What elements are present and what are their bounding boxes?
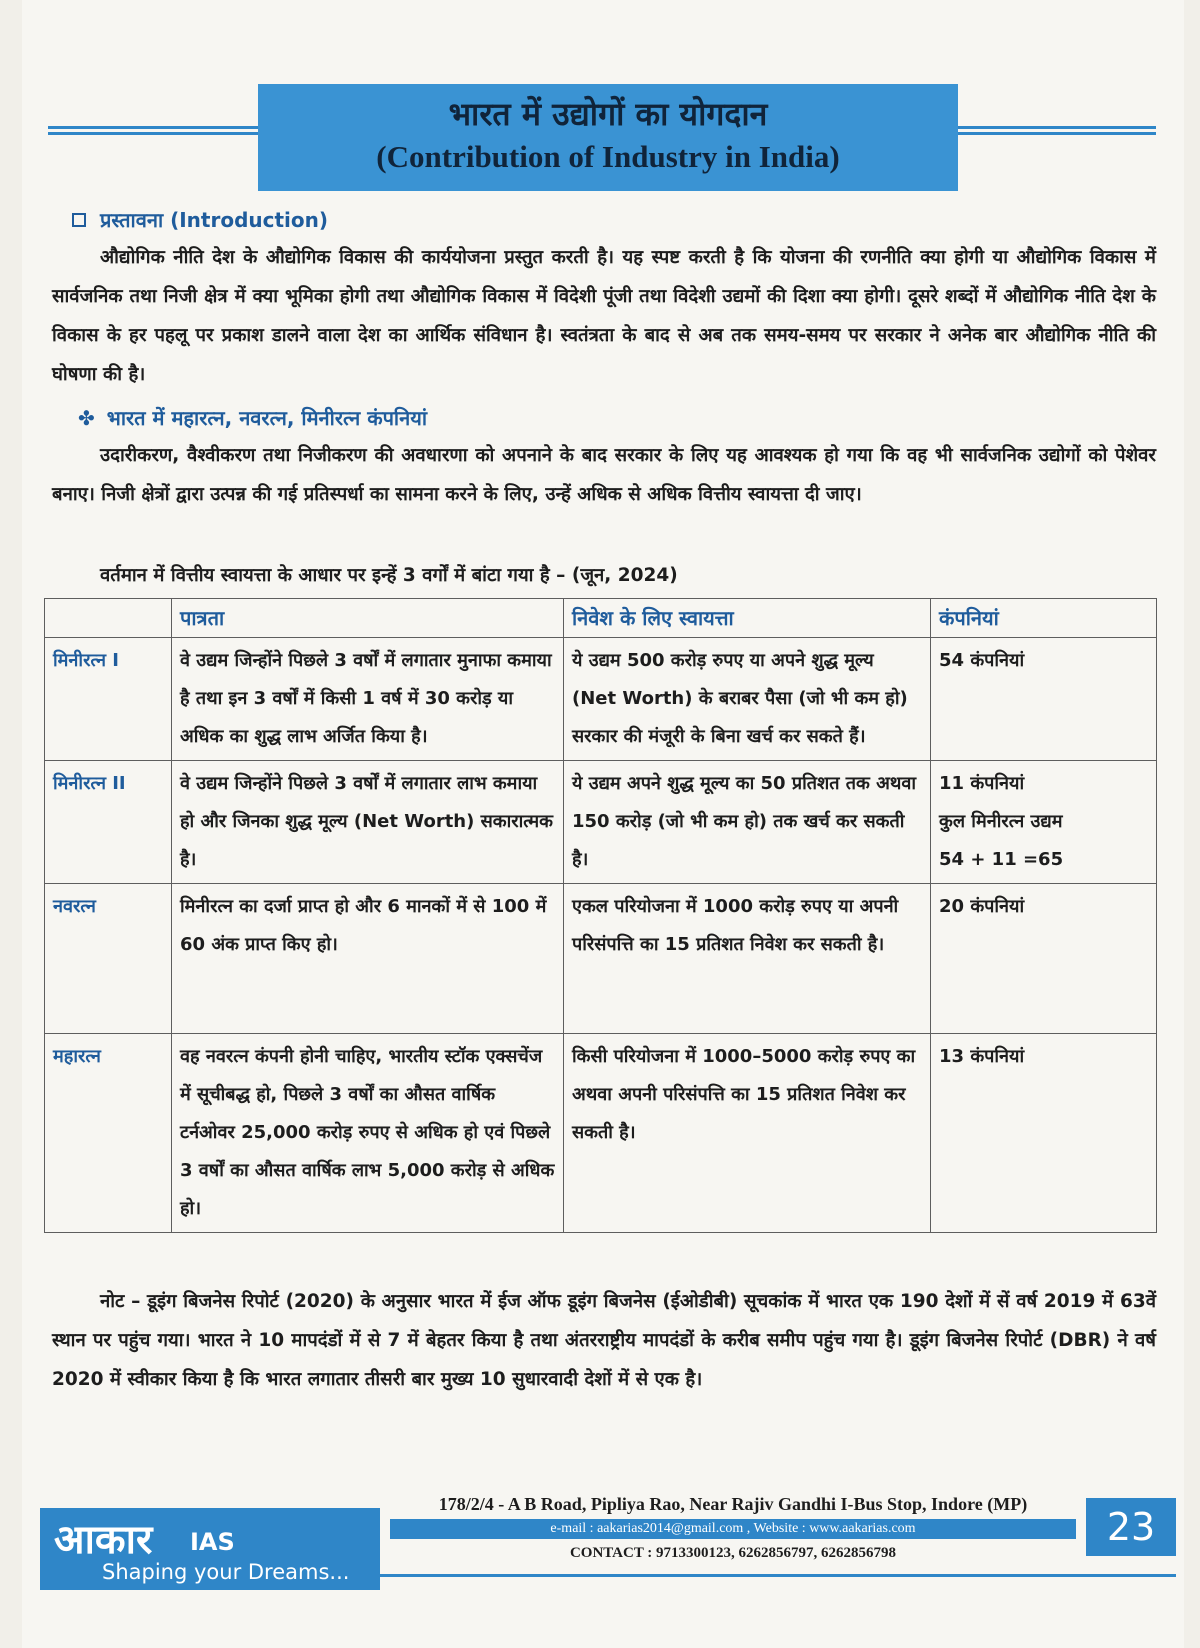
table-header-row xyxy=(45,599,1157,638)
table-row xyxy=(45,884,1157,1034)
table-header-eligibility: पात्रता xyxy=(172,599,564,638)
brand-tagline: Shaping your Dreams... xyxy=(102,1560,350,1584)
row-category: मिनीरत्न I xyxy=(45,638,172,761)
row-eligibility: वे उद्यम जिन्होंने पिछले 3 वर्षों में लगातार लाभ कमाया हो और जिनका शुद्ध मूल्य (Net Worth) सकारात्मक है। xyxy=(172,761,564,884)
diamond-bullet-icon: ✤ xyxy=(78,406,95,430)
row-eligibility: वह नवरत्न कंपनी होनी चाहिए, भारतीय स्टॉक एक्सचेंज में सूचीबद्ध हो, पिछले 3 वर्षों का औसत वार्षिक टर्नओवर 25,000 करोड़ रुपए से अधिक हो एवं पिछले 3 वर्षों का औसत वार्षिक लाभ 5,000 करोड़ से अधिक हो। xyxy=(172,1034,564,1233)
row-companies: 54 कंपनियां xyxy=(931,638,1157,761)
header-rule-right xyxy=(956,126,1156,139)
row-autonomy: ये उद्यम अपने शुद्ध मूल्य का 50 प्रतिशत तक अथवा 150 करोड़ (जो भी कम हो) तक खर्च कर सकती है। xyxy=(564,761,931,884)
page-number: 23 xyxy=(1086,1498,1176,1556)
note-paragraph: नोट – डूइंग बिजनेस रिपोर्ट (2020) के अनुसार भारत में ईज ऑफ डूइंग बिजनेस (ईओडीबी) सूचकांक में भारत एक 190 देशों में सें वर्ष 2019 में 63वें स्थान पर पहुंच गया। भारत ने 10 मापदंडों में से 7 में बेहतर किया है तथा अंतरराष्ट्रीय मापदंडों के करीब समीप पहुंच गया है। डूइंग बिजनेस रिपोर्ट (DBR) ने वर्ष 2020 में स्वीकार किया है कि भारत लगातार तीसरी बार मुख्य 10 सुधारवादी देशों में से एक है। xyxy=(52,1291,1156,1390)
page-footer xyxy=(40,1490,1184,1590)
row-eligibility: वे उद्यम जिन्होंने पिछले 3 वर्षों में लगातार मुनाफा कमाया है तथा इन 3 वर्षों में किसी 1 वर्ष में 30 करोड़ या अधिक का शुद्ध लाभ अर्जित किया है। xyxy=(172,638,564,761)
row-category: मिनीरत्न II xyxy=(45,761,172,884)
ratna-paragraph: उदारीकरण, वैश्वीकरण तथा निजीकरण की अवधारणा को अपनाने के बाद सरकार के लिए यह आवश्यक हो गया कि वह भी सार्वजनिक उद्योगों को पेशेवर बनाए। निजी क्षेत्रों द्वारा उत्पन्न की गई प्रतिस्पर्धा का सामना करने के लिए, उन्हें अधिक से अधिक वित्तीय स्वायत्ता दी जाए। xyxy=(52,445,1156,505)
table-row xyxy=(45,638,1157,761)
table-row xyxy=(45,761,1157,884)
row-category: महारत्न xyxy=(45,1034,172,1233)
ratna-heading: ✤ भारत में महारत्न, नवरत्न, मिनीरत्न कंपनियां xyxy=(78,406,427,430)
address-line: 178/2/4 - A B Road, Pipliya Rao, Near Rajiv Gandhi I-Bus Stop, Indore (MP) xyxy=(438,1494,1028,1514)
ratna-table xyxy=(44,598,1157,1233)
contact-line: CONTACT : 9713300123, 6262856797, 6262856798 xyxy=(569,1545,897,1561)
intro-paragraph: औद्योगिक नीति देश के औद्योगिक विकास की कार्ययोजना प्रस्तुत करती है। यह स्पष्ट करती है कि योजना की रणनीति क्या होगी या औद्योगिक विकास में सार्वजनिक तथा निजी क्षेत्र में क्या भूमिका होगी तथा औद्योगिक विकास में विदेशी पूंजी तथा विदेशी उद्यमों की दिशा क्या होगी। दूसरे शब्दों में औद्योगिक नीति देश के विकास के हर पहलू पर प्रकाश डालने वाला देश का आर्थिक संविधान है। स्वतंत्रता के बाद से अब तक समय-समय पर सरकार ने अनेक बार औद्योगिक नीति की घोषणा की है। xyxy=(52,247,1156,385)
brand-suffix: IAS xyxy=(190,1528,235,1556)
brand-name: आकार xyxy=(54,1517,153,1563)
table-row xyxy=(45,1034,1157,1233)
email-website-line: e-mail : aakarias2014@gmail.com , Website : www.aakarias.com xyxy=(390,1519,1076,1539)
chapter-title-english: (Contribution of Industry in India) xyxy=(376,139,840,174)
row-autonomy: ये उद्यम 500 करोड़ रुपए या अपने शुद्ध मूल्य (Net Worth) के बराबर पैसा (जो भी कम हो) सरकार की मंजूरी के बिना खर्च कर सकते हैं। xyxy=(564,638,931,761)
checkbox-bullet-icon xyxy=(72,213,86,227)
ratna-classification-line: वर्तमान में वित्तीय स्वायत्ता के आधार पर इन्हें 3 वर्गों में बांटा गया है – (जून, 2024) xyxy=(100,565,678,586)
total-miniratna-value: 54 + 11 =65 xyxy=(939,849,1064,870)
companies-count: 11 कंपनियां xyxy=(939,773,1025,794)
table-header-autonomy: निवेश के लिए स्वायत्ता xyxy=(564,599,931,638)
chapter-title-hindi: भारत में उद्योगों का योगदान xyxy=(448,95,768,133)
table-header-category xyxy=(45,599,172,638)
row-companies: 13 कंपनियां xyxy=(931,1034,1157,1233)
row-category: नवरत्न xyxy=(45,884,172,1034)
header-rule-left xyxy=(48,126,260,139)
table-header-companies: कंपनियां xyxy=(931,599,1157,638)
brand-logo xyxy=(40,1508,380,1590)
total-miniratna-label: कुल मिनीरत्न उद्यम xyxy=(939,811,1063,832)
row-autonomy: किसी परियोजना में 1000–5000 करोड़ रुपए का अथवा अपनी परिसंपत्ति का 15 प्रतिशत निवेश कर सकती है। xyxy=(564,1034,931,1233)
book-page xyxy=(22,0,1184,1648)
footer-rule xyxy=(380,1574,1176,1577)
chapter-title-banner xyxy=(258,84,958,191)
row-eligibility: मिनीरत्न का दर्जा प्राप्त हो और 6 मानकों में से 100 में 60 अंक प्राप्त किए हो। xyxy=(172,884,564,1034)
row-companies xyxy=(931,761,1157,884)
intro-heading: प्रस्तावना (Introduction) xyxy=(72,206,328,233)
row-companies: 20 कंपनियां xyxy=(931,884,1157,1034)
row-autonomy: एकल परियोजना में 1000 करोड़ रुपए या अपनी परिसंपत्ति का 15 प्रतिशत निवेश कर सकती है। xyxy=(564,884,931,1034)
